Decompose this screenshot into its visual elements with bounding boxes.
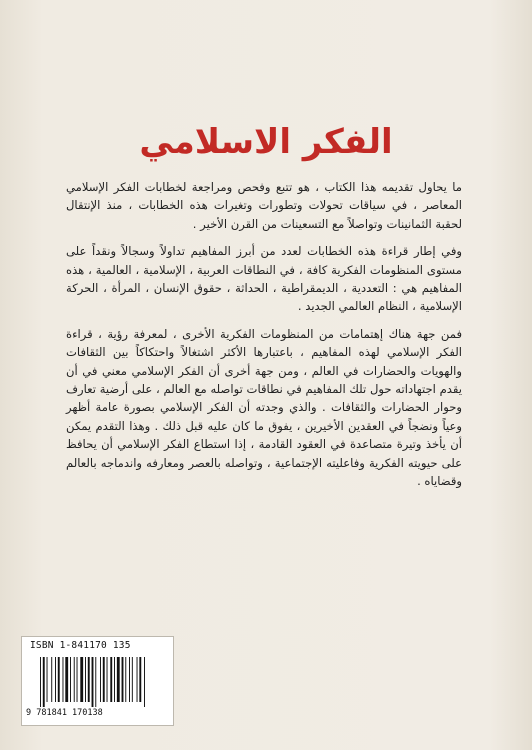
barcode-bar <box>63 657 64 702</box>
barcode-bar <box>58 657 60 702</box>
barcode-bar <box>117 657 120 702</box>
book-title: الفكر الاسلامي <box>139 122 393 162</box>
barcode-bar <box>139 657 141 702</box>
barcode-bar <box>110 657 112 702</box>
barcode-bar <box>74 657 75 702</box>
isbn-label: ISBN 1-841170 135 <box>30 640 131 651</box>
barcode-bar <box>88 657 90 702</box>
barcode-bar <box>70 657 71 702</box>
barcode-bar <box>122 657 124 702</box>
barcode-bar <box>125 657 126 702</box>
barcode-bar <box>47 657 48 702</box>
isbn-barcode-box <box>21 636 174 726</box>
barcode-bar <box>77 657 78 702</box>
barcode-bar <box>85 657 86 702</box>
barcode-bar <box>40 657 41 707</box>
blurb-paragraph-3: فمن جهة هناك إهتمامات من المنظومات الفكرية الأخرى ، لمعرفة رؤية ، قراءة الفكر الإسلامي لهذه المفاهيم ، باعتبارها الأكثر اشتغالاً واحتكاكاً بين الثقافات والهويات والحضارات في العالم ، ومن جهة أخرى أن الفكر الإسلامي معني في أن يقدم اجتهاداته حول تلك المفاهيم في نطاقات تواصله مع العالم ، على أرضية تعارف وحوار الحضارات والثقافات . والذي وجدته أن الفكر الإسلامي بصورة عامة أظهر وعياً ونضجاً في العقدين الأخيرين ، يفوق ما كان عليه قبل ذلك . وهذا التقدم يمكن أن يأخذ وتيرة متصاعدة في العقود القادمة ، إذا استطاع الفكر الإسلامي أن يحافظ على حيويته الفكرية وفاعليته الإجتماعية ، وتواصله بالعصر ومعارفه واندماجه بالعالم وقضاياه . <box>66 326 462 489</box>
blurb-paragraph-1: ما يحاول تقديمه هذا الكتاب ، هو تتبع وفحص ومراجعة لخطابات الفكر الإسلامي المعاصر ، في سياقات تحولات وتطورات وتغيرات هذه الخطابات ، منذ الإنتقال لحقبة الثمانينات وتواصلاً مع التسعينات من القرن الأخير . <box>66 180 462 231</box>
barcode-bar <box>103 657 105 702</box>
barcode-bar <box>137 657 138 702</box>
barcode-bar <box>51 657 52 702</box>
barcode-bar <box>129 657 130 702</box>
barcode-bar <box>132 657 133 702</box>
blurb-text <box>66 178 462 491</box>
barcode-bar <box>100 657 101 702</box>
barcode-bar <box>92 657 94 707</box>
barcode-bar <box>55 657 56 702</box>
ean-digits: 9 781841 170138 <box>26 708 103 718</box>
barcode-bar <box>144 657 145 707</box>
barcode-bar <box>107 657 108 702</box>
blurb-paragraph-2: وفي إطار قراءة هذه الخطابات لعدد من أبرز المفاهيم تداولاً وسجالاً ونقداً على مستوى المنظومات الفكرية كافة ، في النطاقات العربية ، الإسلامية ، العالمية ، هذه المفاهيم هي : التعددية ، الديمقراطية ، الحداثة ، حقوق الإنسان ، المرأة ، الحركة الإسلامية ، النظام العالمي الجديد . <box>66 244 462 314</box>
barcode-bar <box>65 657 68 702</box>
barcode-bar <box>114 657 115 702</box>
barcode-bar <box>80 657 83 702</box>
barcode-icon <box>40 657 168 707</box>
barcode-bar <box>95 657 96 707</box>
barcode-bar <box>43 657 45 707</box>
